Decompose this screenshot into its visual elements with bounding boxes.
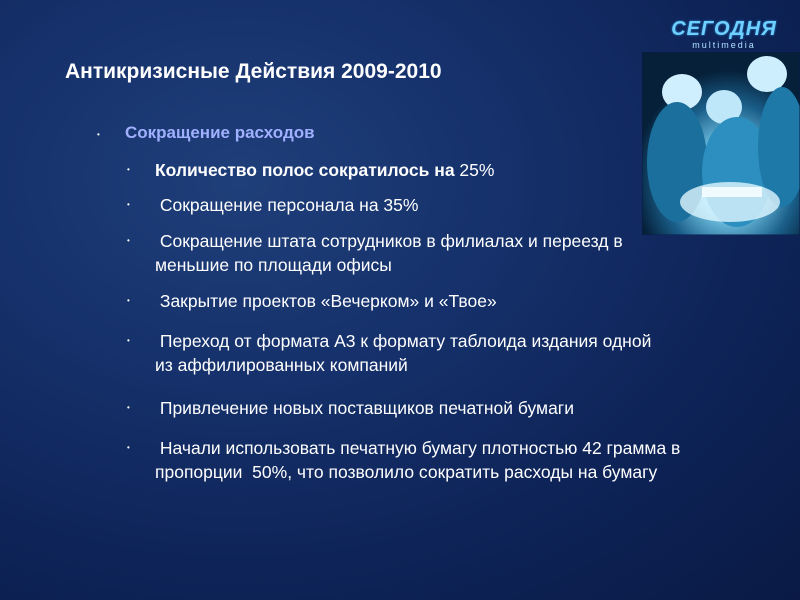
- item-1-value: 25%: [454, 160, 495, 180]
- list-item: Сокращение персонала на 35%: [155, 195, 419, 215]
- bullet-5: •: [127, 336, 130, 345]
- bullet-2: •: [127, 200, 130, 209]
- list-item: Сокращение штата сотрудников в филиалах и переезд в меньшие по площади офисы: [155, 231, 628, 275]
- list-item: Закрытие проектов «Вечерком» и «Твое»: [155, 291, 497, 311]
- slide-title: Антикризисные Действия 2009-2010: [65, 60, 442, 83]
- logo: [670, 18, 778, 50]
- bullet-3: •: [127, 236, 130, 245]
- bullet-section: •: [97, 130, 100, 139]
- section-heading: Сокращение расходов: [125, 123, 315, 142]
- list-item: Переход от формата А3 к формату таблоида издания одной из аффилированных компаний: [155, 331, 657, 375]
- bullet-1: •: [127, 165, 130, 174]
- item-1-lead: Количество полос сократилось на: [155, 160, 455, 180]
- bullet-6: •: [127, 403, 130, 412]
- list-item: Начали использовать печатную бумагу плотностью 42 грамма в пропорции 50%, что позволило сократить расходы на бумагу: [155, 438, 686, 482]
- bullet-4: •: [127, 296, 130, 305]
- list-item: [155, 158, 695, 182]
- bullet-7: •: [127, 443, 130, 452]
- logo-subtitle: multimedia: [692, 40, 756, 50]
- list-item: Привлечение новых поставщиков печатной бумаги: [155, 398, 574, 418]
- logo-wordmark: СЕГОДНЯ: [671, 18, 777, 40]
